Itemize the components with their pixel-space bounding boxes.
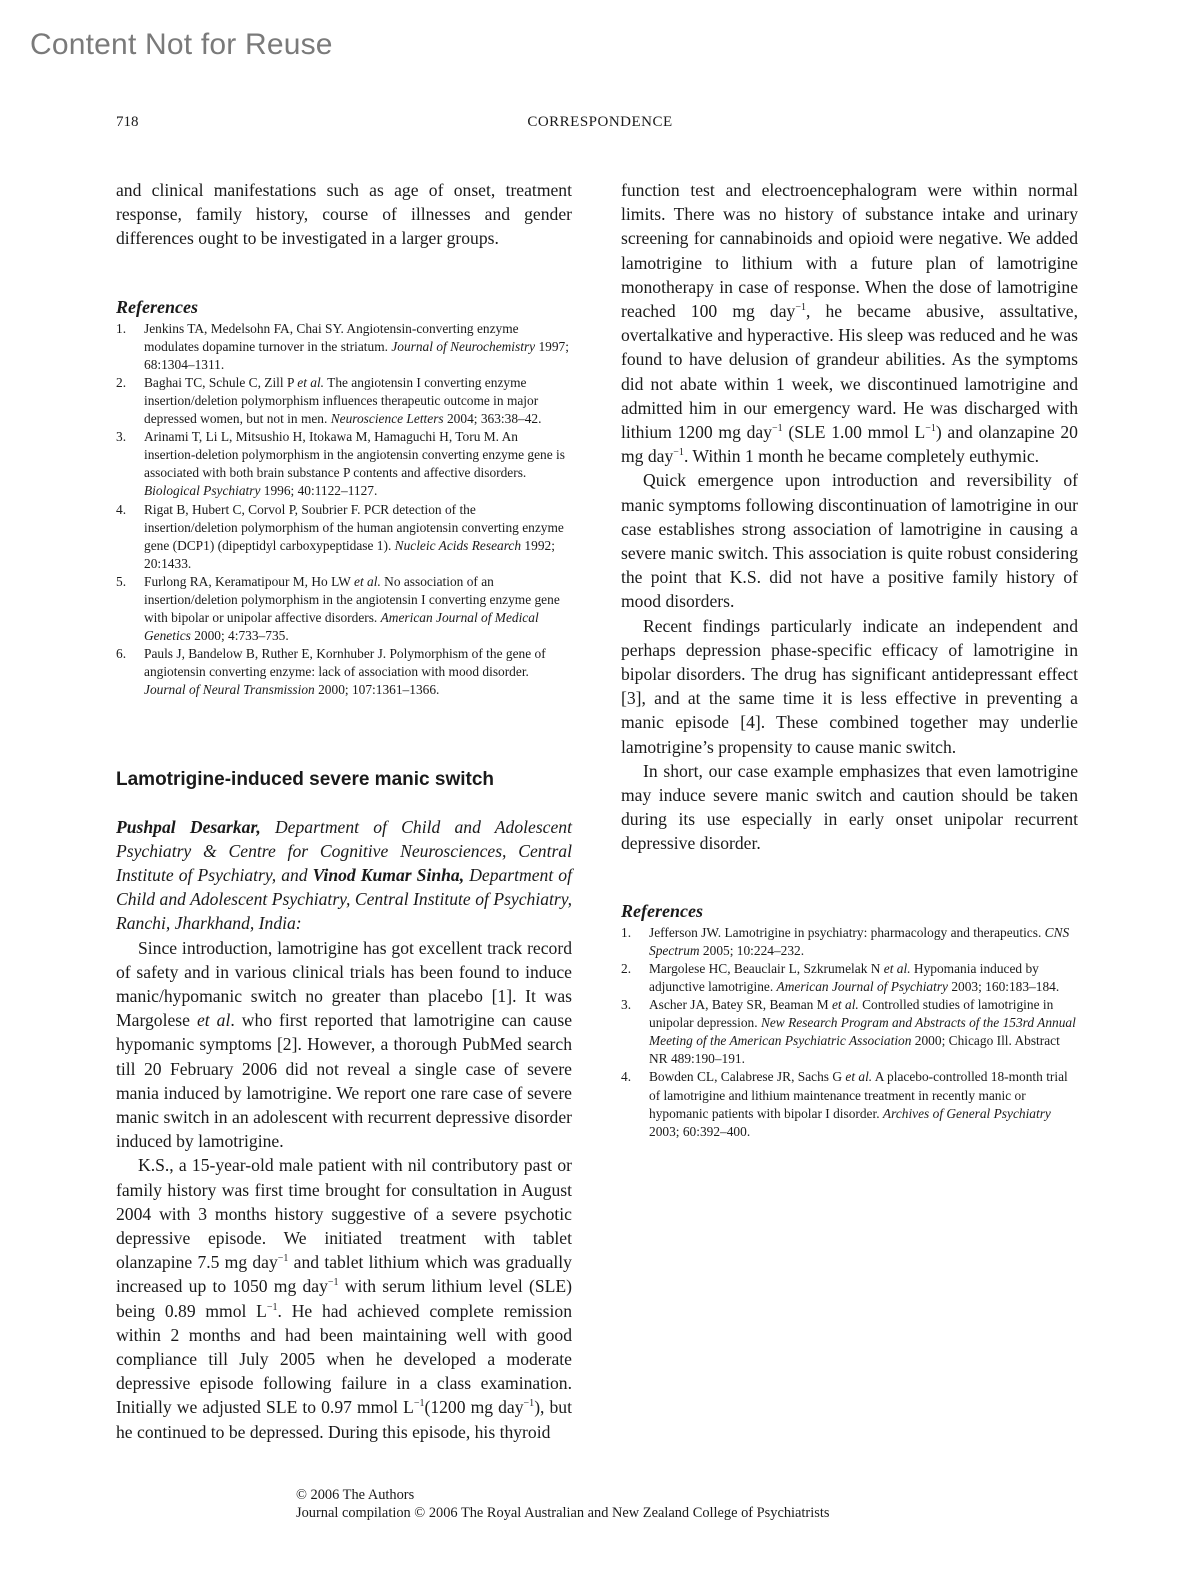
author-affiliation: Department of Child and Adolescent Psychiatry & Centre for Cognitive Neurosciences, Central Institute of Psychiatry, and: [116, 816, 572, 885]
reference-item: 4. Bowden CL, Calabrese JR, Sachs G et al. A placebo-controlled 18-month trial of lamotrigine and lithium maintenance treatment in recently manic or hypomanic patients with bipolar I disorder. Archives of General Psychiatry 2003; 60:392–400.: [621, 1069, 1068, 1139]
reference-item: 3. Arinami T, Li L, Mitsushio H, Itokawa M, Hamaguchi H, Toru M. An insertion-deletion polymorphism in the angiotensin converting enzyme gene is associated with both brain substance P contents and affective disorders. Biological Psychiatry 1996; 40:1122–1127.: [116, 429, 565, 499]
reference-item: 2. Baghai TC, Schule C, Zill P et al. The angiotensin I converting enzyme insertion/deletion polymorphism influences therapeutic outcome in major depressed women, but not in men. Neuroscience Letters 2004; 363:38–42.: [116, 374, 542, 427]
reference-number: 5.: [116, 573, 127, 589]
journal-name: New Research Program and Abstracts of the 153rd Annual Meeting of the American Psychiatric Association: [649, 1015, 1076, 1049]
reference-number: 6.: [116, 646, 127, 662]
reference-item: 1. Jenkins TA, Medelsohn FA, Chai SY. Angiotensin-converting enzyme modulates dopamine turnover in the striatum. Journal of Neurochemistry 1997; 68:1304–1311.: [116, 320, 569, 372]
article-reference-list: [621, 924, 1078, 1141]
reference-item: 5. Furlong RA, Keramatipour M, Ho LW et al. No association of an insertion/deletion polymorphism in the angiotensin I converting enzyme gene with bipolar or unipolar affective disorders. American Journal of Medical Genetics 2000; 4:733–735.: [116, 573, 560, 644]
reference-item: 1. Jefferson JW. Lamotrigine in psychiatry: pharmacology and therapeutics. CNS Spectrum 2005; 10:224–232.: [621, 924, 1070, 958]
reference-number: 3.: [116, 429, 127, 445]
references-heading: References: [116, 296, 198, 317]
reference-number: 1.: [116, 320, 127, 336]
right-column: [621, 178, 1078, 1141]
article-title: Lamotrigine-induced severe manic switch: [116, 768, 494, 790]
reference-item: 2. Margolese HC, Beauclair L, Szkrumelak N et al. Hypomania induced by adjunctive lamotrigine. American Journal of Psychiatry 2003; 160:183–184.: [621, 960, 1060, 994]
body-paragraph-3: Quick emergence upon introduction and reversibility of manic symptoms following discontinuation of lamotrigine in our case establishes strong association of lamotrigine in causing a severe manic switch. This association is quite robust considering the point that K.S. did not have a positive family history of mood disorders.: [621, 470, 1078, 612]
author-name: Vinod Kumar Sinha,: [312, 864, 465, 885]
author-name: Pushpal Desarkar,: [116, 816, 261, 837]
watermark-text: Content Not for Reuse: [30, 28, 333, 61]
prev-article-closing-paragraph: and clinical manifestations such as age of onset, treatment response, family history, course of illnesses and gender differences ought to be investigated in a larger groups.: [116, 180, 572, 249]
reference-number: 3.: [621, 997, 632, 1013]
journal-name: Journal of Neural Transmission: [144, 682, 315, 698]
page-footer: [296, 1486, 829, 1522]
reference-number: 2.: [621, 960, 632, 976]
journal-name: Archives of General Psychiatry: [882, 1105, 1051, 1121]
journal-name: Nucleic Acids Research: [394, 537, 522, 553]
journal-name: CNS Spectrum: [649, 924, 1070, 958]
left-column: [116, 178, 572, 1444]
author-affiliation: Department of Child and Adolescent Psychiatry, Central Institute of Psychiatry, Ranchi, Jharkhand, India:: [116, 864, 572, 934]
references-heading: References: [621, 900, 703, 921]
running-head: CORRESPONDENCE: [527, 114, 673, 130]
page-number: 718: [116, 114, 139, 130]
body-paragraph-4: Recent findings particularly indicate an independent and perhaps depression phase-specific efficacy of lamotrigine in bipolar disorders. The drug has significant antidepressant effect [3], and at the same time it is less effective in preventing a manic episode [4]. These combined together may underlie lamotrigine’s propensity to cause manic switch.: [621, 615, 1078, 757]
journal-name: American Journal of Psychiatry: [776, 978, 948, 994]
journal-name: Biological Psychiatry: [144, 483, 261, 499]
reference-item: 6. Pauls J, Bandelow B, Ruther E, Kornhuber J. Polymorphism of the gene of angiotensin converting enzyme: lack of association with mood disorder. Journal of Neural Transmission 2000; 107:1361–1366.: [116, 646, 546, 698]
journal-name: Neuroscience Letters: [330, 411, 444, 427]
reference-number: 2.: [116, 374, 127, 390]
prev-article-reference-list: [116, 320, 572, 700]
body-paragraph-5: In short, our case example emphasizes that even lamotrigine may induce severe manic switch and caution should be taken during its use especially in early onset unipolar recurrent depressive disorder.: [621, 760, 1078, 854]
reference-number: 4.: [621, 1069, 632, 1085]
reference-item: 3. Ascher JA, Batey SR, Beaman M et al. Controlled studies of lamotrigine in unipolar depression. New Research Program and Abstracts of the 153rd Annual Meeting of the American Psychiatric Association 2000; Chicago Ill. Abstract NR 489:190–191.: [621, 997, 1076, 1067]
reference-item: 4. Rigat B, Hubert C, Corvol P, Soubrier F. PCR detection of the insertion/deletion polymorphism of the human angiotensin converting enzyme gene (DCP1) (dipeptidyl carboxypeptidase 1). Nucleic Acids Research 1992; 20:1433.: [116, 501, 564, 571]
reference-number: 4.: [116, 501, 127, 517]
journal-name: American Journal of Medical Genetics: [144, 610, 539, 644]
journal-name: Journal of Neurochemistry: [391, 338, 536, 354]
journal-compilation-line: Journal compilation © 2006 The Royal Australian and New Zealand College of Psychiatrists: [296, 1505, 830, 1521]
author-byline: [116, 815, 572, 936]
body-paragraph-2-continued: function test and electroencephalogram were within normal limits. There was no history of substance intake and urinary screening for cannabinoids and opioid were negative. We added lamotrigine to lithium with a future plan of lamotrigine monotherapy in case of response. When the dose of lamotrigine reached 100 mg day$^{-1}$, he became abusive, assultative, overtalkative and hyperactive. His sleep was reduced and he was found to have delusion of grandeur abilities. As the symptoms did not abate within 1 week, we discontinued lamotrigine and admitted him in our emergency ward. He was discharged with lithium 1200 mg day$^{-1}$ (SLE 1.00 mmol $L^{-1}$) and olanzapine 20 mg day$^{-1}$. Within 1 month he became completely euthymic.: [621, 180, 1078, 467]
copyright-line: © 2006 The Authors: [296, 1487, 415, 1503]
body-paragraph-2: K.S., a 15-year-old male patient with nil contributory past or family history was first time brought for consultation in August 2004 with 3 months history suggestive of a severe psychotic depressive episode. We initiated treatment with tablet olanzapine 7.5 mg day$^{-1}$ and tablet lithium which was gradually increased up to 1050 mg day$^{-1}$ with serum lithium level (SLE) being 0.89 mmol $L^{-1}$. He had achieved complete remission within 2 months and had been maintaining well with good compliance till July 2005 when he developed a moderate depressive episode following failure in a class examination. Initially we adjusted SLE to 0.97 mmol $L^{-1}(1200$ mg day$^{-1}$), but he continued to be depressed. During this episode, his thyroid: [116, 1155, 572, 1442]
reference-number: 1.: [621, 924, 632, 940]
body-paragraph-1: Since introduction, lamotrigine has got excellent track record of safety and in various clinical trials has been found to induce manic/hypomanic switch no greater than placebo [1]. It was Margolese et al. who first reported that lamotrigine can cause hypomanic symptoms [2]. However, a thorough PubMed search till 20 February 2006 did not reveal a single case of severe mania induced by lamotrigine. We report one rare case of severe manic switch in an adolescent with recurrent depressive disorder induced by lamotrigine.: [116, 937, 572, 1152]
